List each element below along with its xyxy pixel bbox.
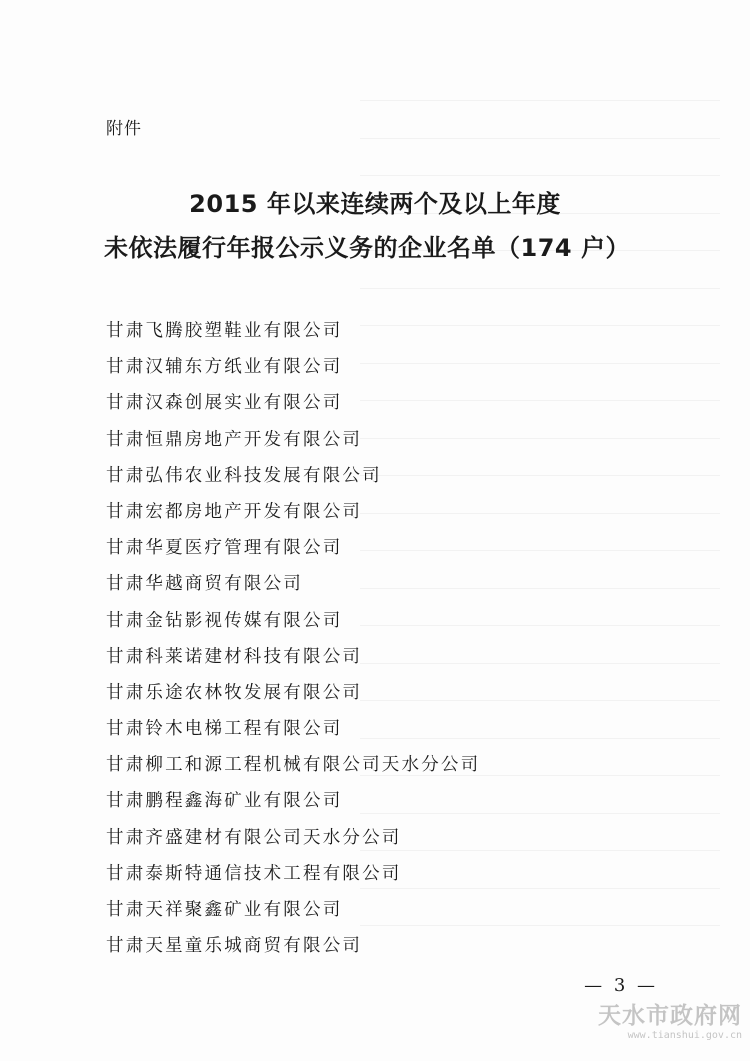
- watermark-name: 天水市政府网: [598, 1003, 742, 1029]
- company-list-item: 甘肃华越商贸有限公司: [106, 574, 303, 595]
- company-list-item: 甘肃鹏程鑫海矿业有限公司: [106, 791, 343, 812]
- company-list-item: 甘肃恒鼎房地产开发有限公司: [106, 429, 363, 450]
- company-list-item: 甘肃柳工和源工程机械有限公司天水分公司: [106, 755, 481, 776]
- company-list-item: 甘肃金钻影视传媒有限公司: [106, 610, 343, 631]
- company-list-item: 甘肃华夏医疗管理有限公司: [106, 538, 343, 559]
- watermark-url: www.tianshui.gov.cn: [627, 1030, 742, 1041]
- company-list-item: 甘肃乐途农林牧发展有限公司: [106, 682, 363, 703]
- page-number: — 3 —: [584, 975, 658, 996]
- company-list-item: 甘肃弘伟农业科技发展有限公司: [106, 465, 382, 486]
- company-list-item: 甘肃汉森创展实业有限公司: [106, 393, 343, 414]
- document-title-line-2: 未依法履行年报公示义务的企业名单（174 户）: [104, 234, 630, 262]
- company-list-item: 甘肃天星童乐城商贸有限公司: [106, 936, 363, 957]
- company-list-item: 甘肃飞腾胶塑鞋业有限公司: [106, 321, 343, 341]
- company-list: [106, 313, 480, 964]
- company-list-item: 甘肃齐盛建材有限公司天水分公司: [106, 827, 402, 848]
- company-list-item: 甘肃天祥聚鑫矿业有限公司: [106, 900, 343, 920]
- site-watermark: [592, 1003, 742, 1047]
- company-list-item: 甘肃宏都房地产开发有限公司: [106, 501, 363, 522]
- company-list-item: 甘肃铃木电梯工程有限公司: [106, 719, 343, 740]
- company-list-item: 甘肃汉辅东方纸业有限公司: [106, 357, 343, 378]
- document-title-line-1: 2015 年以来连续两个及以上年度: [189, 190, 561, 218]
- company-list-item: 甘肃科莱诺建材科技有限公司: [106, 646, 363, 667]
- attachment-label: 附件: [106, 119, 142, 139]
- company-list-item: 甘肃泰斯特通信技术工程有限公司: [106, 863, 402, 884]
